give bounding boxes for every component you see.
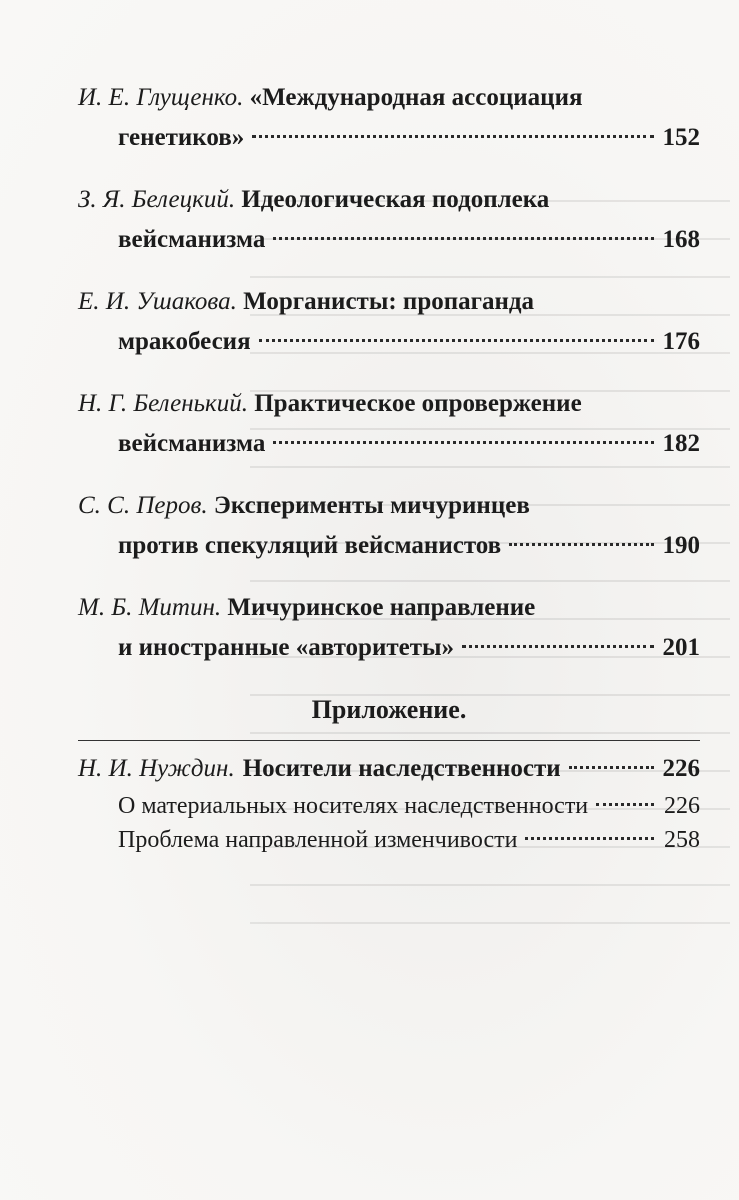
table-of-contents xyxy=(78,78,700,857)
leader-dots xyxy=(259,339,654,342)
leader-dots xyxy=(509,543,654,546)
toc-entry-line1 xyxy=(78,282,700,322)
toc-entry-line1 xyxy=(78,486,700,526)
page-number: 226 xyxy=(664,793,700,819)
toc-entry-line1 xyxy=(78,180,700,220)
toc-entry-line2 xyxy=(78,628,700,668)
toc-entry-line2 xyxy=(78,322,700,362)
page-number: 176 xyxy=(662,328,700,355)
toc-entry-line1 xyxy=(78,78,700,118)
entry-author: М. Б. Митин. xyxy=(78,594,222,621)
entry-author: З. Я. Белецкий. xyxy=(78,186,236,213)
toc-entry-line2 xyxy=(78,526,700,566)
toc-entry xyxy=(78,282,700,362)
toc-entry xyxy=(78,588,700,668)
page-number: 190 xyxy=(662,532,700,559)
toc-entry xyxy=(78,384,700,464)
toc-entry xyxy=(78,180,700,260)
entry-title-part1: Эксперименты мичуринцев xyxy=(213,492,530,519)
toc-entry-line2 xyxy=(78,424,700,464)
appendix-subitem xyxy=(78,823,700,857)
appendix-subitem xyxy=(78,789,700,823)
leader-dots xyxy=(569,766,654,769)
page-number: 182 xyxy=(662,430,700,457)
toc-entry xyxy=(78,78,700,158)
appendix-author: Н. И. Нуждин. xyxy=(78,755,235,782)
toc-entry-line2 xyxy=(78,118,700,158)
entry-title-part1: Морганисты: пропаганда xyxy=(243,288,535,315)
entry-title-part2: генетиков» xyxy=(118,124,245,151)
page-number: 258 xyxy=(664,827,700,853)
entry-title-part2: вейсманизма xyxy=(118,226,266,253)
page-number: 152 xyxy=(662,124,700,151)
entry-author: Н. Г. Беленький. xyxy=(78,390,248,417)
page-number: 226 xyxy=(662,755,700,782)
appendix-divider xyxy=(78,740,700,741)
entry-title-part2: вейсманизма xyxy=(118,430,266,457)
subitem-title: Проблема направленной изменчивости xyxy=(118,827,518,853)
appendix-heading: Приложение. xyxy=(311,695,467,724)
appendix-title: Носители наследственности xyxy=(242,755,561,782)
entry-author: Е. И. Ушакова. xyxy=(78,288,237,315)
leader-dots xyxy=(462,645,654,648)
appendix-entry xyxy=(78,749,700,789)
leader-dots xyxy=(273,237,654,240)
entry-title-part2: и иностранные «авторитеты» xyxy=(118,634,455,661)
entry-title-part2: мракобесия xyxy=(118,328,251,355)
subitem-title: О материальных носителях наследственности xyxy=(118,793,589,819)
leader-dots xyxy=(525,837,654,840)
leader-dots xyxy=(273,441,654,444)
entry-title-part1: Практическое опровержение xyxy=(254,390,582,417)
leader-dots xyxy=(252,135,654,138)
page-number: 168 xyxy=(662,226,700,253)
toc-entry-line1 xyxy=(78,384,700,424)
toc-entry-line2 xyxy=(78,220,700,260)
entry-title-part1: Мичуринское направление xyxy=(227,594,536,621)
toc-entry-line1 xyxy=(78,588,700,628)
toc-entry xyxy=(78,486,700,566)
leader-dots xyxy=(596,803,654,806)
entry-author: С. С. Перов. xyxy=(78,492,208,519)
entry-author: И. Е. Глущенко. xyxy=(78,84,244,111)
entry-title-part1: Идеологическая подоплека xyxy=(241,186,550,213)
entry-title-part2: против спекуляций вейсманистов xyxy=(118,532,502,559)
page-number: 201 xyxy=(662,634,700,661)
entry-title-part1: «Международная ассоциация xyxy=(249,84,583,111)
